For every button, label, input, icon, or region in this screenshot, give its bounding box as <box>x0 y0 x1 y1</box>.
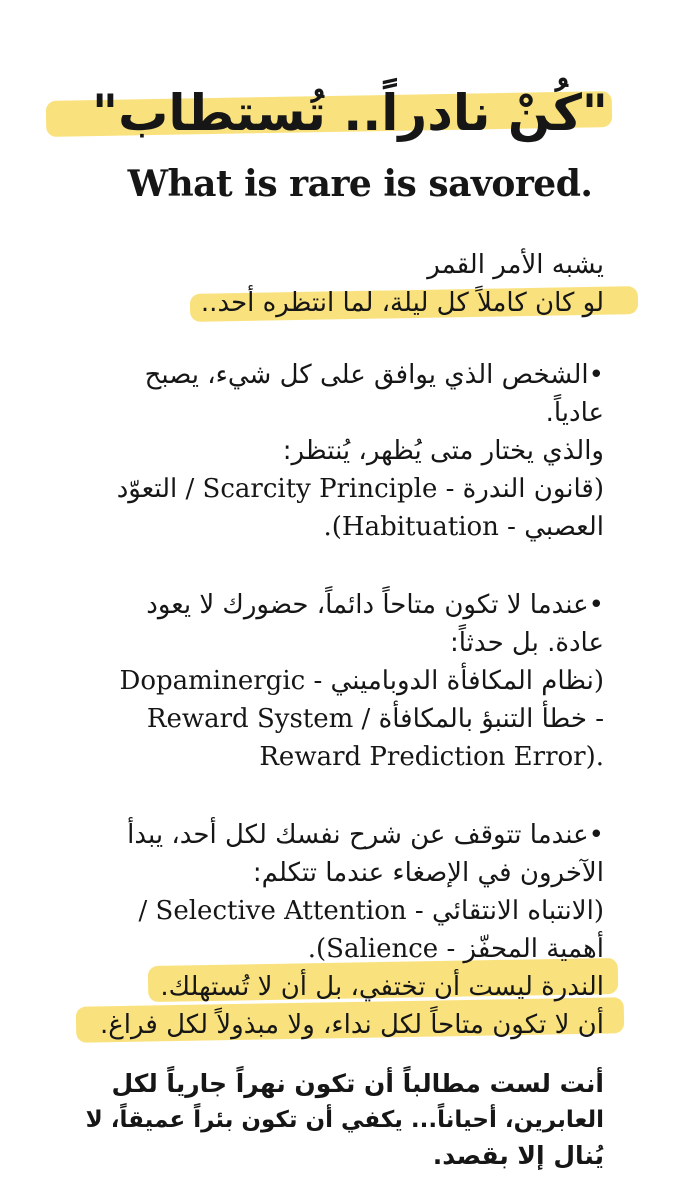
section-line: Reward System / خطأ التنبؤ بالمكافأة - <box>146 704 604 734</box>
intro-paragraph <box>80 246 604 322</box>
closing-paragraph <box>80 1066 604 1174</box>
section-line: (قانون الندرة - Scarcity Principle / التعوّد <box>116 474 604 504</box>
section-line: عادياً. <box>545 398 604 428</box>
section-line: والذي يختار متى يُظهر، يُنتظر: <box>282 436 604 466</box>
section-line: •الشخص الذي يوافق على كل شيء، يصبح <box>144 360 604 390</box>
intro-line: لو كان كاملاً كل ليلة، لما انتظره أحد.. <box>200 288 604 318</box>
section-attention <box>80 816 604 1044</box>
section-dopamine <box>80 586 604 776</box>
section-line: •عندما تتوقف عن شرح نفسك لكل أحد، يبدأ <box>127 820 604 850</box>
title-arabic: "كُنْ نادراً.. تُستطاب" <box>92 84 608 142</box>
section-line: (نظام المكافأة الدوباميني - Dopaminergic <box>119 666 604 696</box>
section-line: •عندما لا تكون متاحاً دائماً، حضورك لا يعود <box>146 590 604 620</box>
section-line: الآخرون في الإصغاء عندما تتكلم: <box>252 858 604 888</box>
section-line: عادة. بل حدثاً: <box>450 628 604 658</box>
rarity-highlight-text: أن لا تكون متاحاً لكل نداء، ولا مبذولاً لكل فراغ. <box>100 1010 604 1040</box>
closing-line: يُنال إلا بقصد. <box>432 1141 604 1170</box>
closing-line: العابرين، أحياناً... يكفي أن تكون بئراً عميقاً، لا <box>85 1107 604 1133</box>
section-line: أهمية المحفّز - Salience). <box>307 934 604 964</box>
closing-line: أنت لست مطالباً أن تكون نهراً جارياً لكل <box>111 1069 604 1098</box>
section-scarcity <box>80 356 604 546</box>
section-line: العصبي - Habituation). <box>323 512 604 542</box>
rarity-highlight-text: الندرة ليست أن تختفي، بل أن لا تُستهلك. <box>160 972 604 1002</box>
section-line: (الانتباه الانتقائي - Selective Attention / <box>138 896 604 926</box>
intro-line: يشبه الأمر القمر <box>427 250 604 280</box>
section-line: Reward Prediction Error). <box>259 742 604 772</box>
title-english: What is rare is savored. <box>127 163 593 205</box>
